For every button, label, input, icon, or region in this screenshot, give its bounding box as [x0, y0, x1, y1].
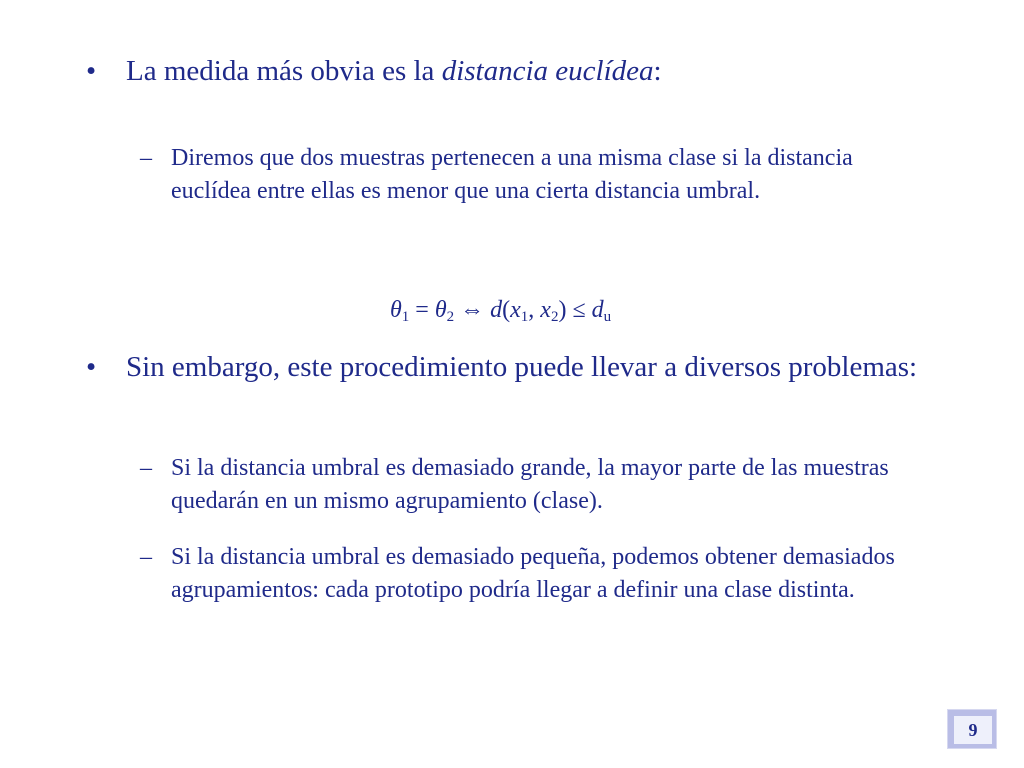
bullet-euclidean-distance [86, 54, 936, 88]
leq-sign: ≤ [566, 297, 592, 323]
bullet-text: Sin embargo, este procedimiento puede llevar a diversos problemas: [126, 351, 918, 383]
paren-open: ( [502, 297, 511, 323]
bullet-text-suffix: : [653, 55, 662, 87]
theta-symbol: θ [434, 297, 447, 323]
page-number: 9 [954, 716, 992, 744]
subscript: u [603, 309, 612, 325]
theta-symbol: θ [390, 297, 402, 323]
sub-bullet-text: Diremos que dos muestras pertenecen a una misma clase si la distancia euclídea entre ellas es menor que una cierta distancia umbral. [171, 145, 853, 204]
dash-mark: – [140, 544, 152, 570]
bullet-problems [86, 350, 936, 384]
comma: , [528, 297, 541, 323]
paren-close: ) [558, 297, 567, 323]
subscript: 2 [446, 309, 455, 325]
subscript: 1 [401, 309, 410, 325]
sub-bullet-same-class-rule [140, 142, 930, 208]
bullet-text-prefix: La medida más obvia es la [126, 55, 442, 87]
page-number-box [947, 709, 997, 749]
sub-bullet-text: Si la distancia umbral es demasiado grande, la mayor parte de las muestras quedarán en un mismo agrupamiento (clase). [171, 455, 889, 514]
sub-bullet-text: Si la distancia umbral es demasiado pequeña, podemos obtener demasiados agrupamientos: cada prototipo podría llegar a definir una clase distinta. [171, 544, 895, 603]
distance-function: d [490, 297, 503, 323]
equals-sign: = [409, 297, 435, 323]
bullet-mark: • [86, 55, 97, 87]
threshold-formula [390, 294, 611, 333]
threshold-distance: d [591, 297, 604, 323]
variable-x: x [540, 297, 551, 323]
dash-mark: – [140, 145, 152, 171]
iff-arrow: ⇔ [454, 297, 491, 323]
bullet-text [126, 54, 936, 88]
bullet-text-emphasis: distancia euclídea [441, 55, 654, 87]
dash-mark: – [140, 455, 152, 481]
sub-bullet-threshold-too-small [140, 541, 930, 607]
sub-bullet-threshold-too-large [140, 452, 930, 518]
subscript: 1 [520, 309, 529, 325]
variable-x: x [510, 297, 521, 323]
subscript: 2 [550, 309, 559, 325]
bullet-mark: • [86, 351, 97, 383]
